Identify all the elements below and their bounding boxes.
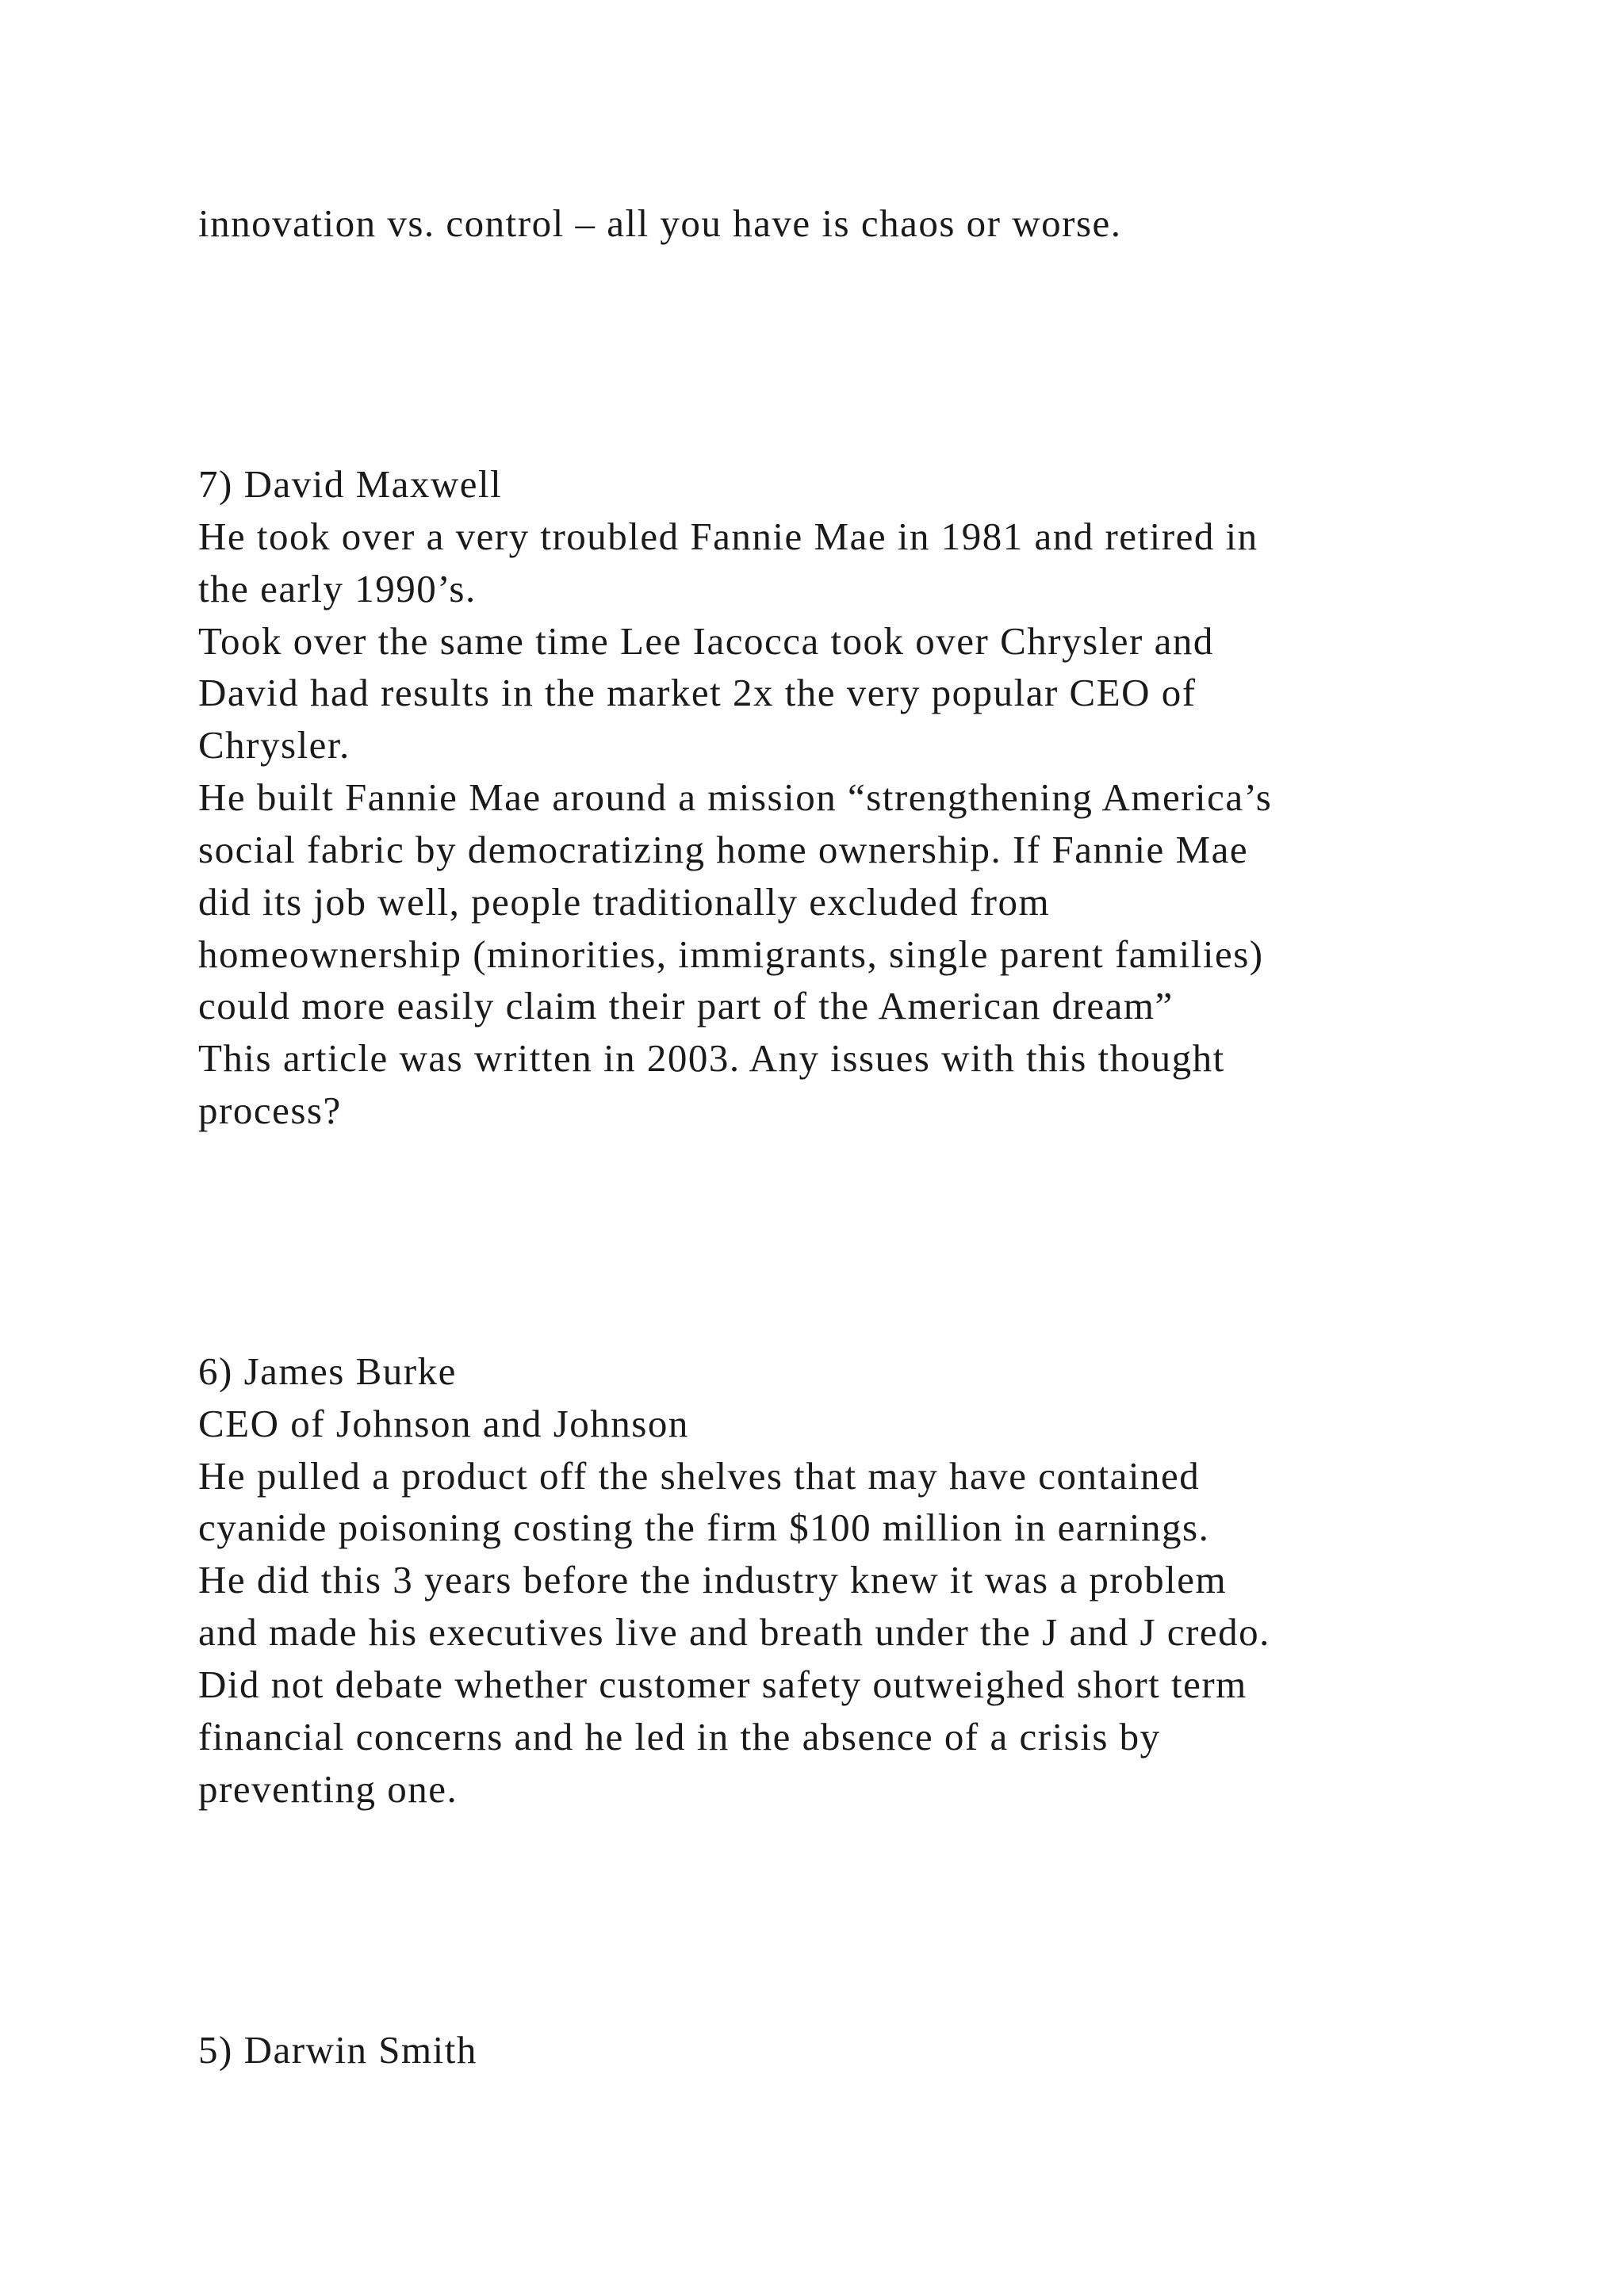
text-line: social fabric by democratizing home ownership. If Fannie Mae: [198, 828, 1249, 871]
text-line: Chrysler.: [198, 723, 350, 767]
text-line: He took over a very troubled Fannie Mae in 1981 and retired in: [198, 515, 1258, 558]
text-line: financial concerns and he led in the absence of a crisis by: [198, 1715, 1161, 1758]
text-line: He built Fannie Mae around a mission “strengthening America’s: [198, 775, 1273, 819]
text-line: This article was written in 2003. Any issues with this thought: [198, 1036, 1225, 1080]
text-line: did its job well, people traditionally excluded from: [198, 880, 1051, 924]
text-line: could more easily claim their part of the American dream”: [198, 984, 1174, 1027]
text-line: He did this 3 years before the industry knew it was a problem: [198, 1558, 1228, 1601]
text-line: the early 1990’s.: [198, 567, 477, 610]
text-line: homeownership (minorities, immigrants, single parent families): [198, 932, 1264, 976]
text-line: innovation vs. control – all you have is chaos or worse.: [198, 201, 1122, 245]
section-heading-darwin-smith: 5) Darwin Smith: [198, 2028, 477, 2072]
text-line: Did not debate whether customer safety outweighed short term: [198, 1663, 1247, 1706]
section-heading-james-burke: 6) James Burke: [198, 1349, 457, 1393]
text-line: David had results in the market 2x the very popular CEO of: [198, 671, 1197, 714]
text-line: process?: [198, 1089, 342, 1132]
text-line: He pulled a product off the shelves that may have contained: [198, 1454, 1201, 1498]
text-line: preventing one.: [198, 1767, 458, 1811]
text-line: cyanide poisoning costing the firm $100 million in earnings.: [198, 1506, 1210, 1549]
text-line: CEO of Johnson and Johnson: [198, 1402, 689, 1445]
section-heading-david-maxwell: 7) David Maxwell: [198, 462, 503, 506]
text-line: Took over the same time Lee Iacocca took over Chrysler and: [198, 619, 1214, 663]
text-line: and made his executives live and breath under the J and J credo.: [198, 1610, 1270, 1654]
